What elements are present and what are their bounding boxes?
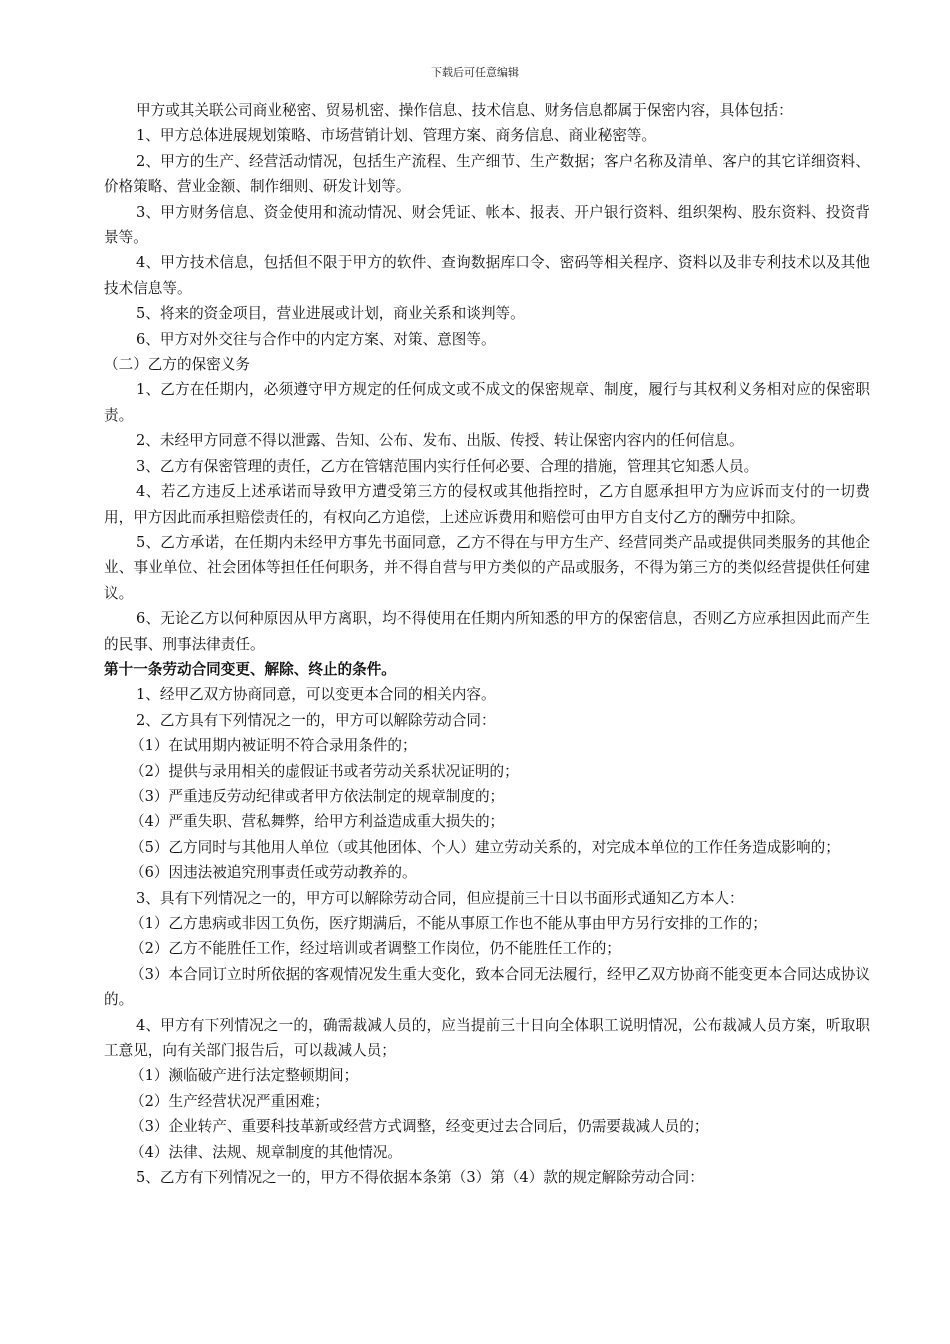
section-title: （二）乙方的保密义务 (104, 356, 250, 374)
list-item: 2、甲方的生产、经营活动情况，包括生产流程、生产细节、生产数据；客户名称及清单、客户的其它详细资料、价格策略、营业金额、制作细则、研发计划等。 (104, 152, 870, 196)
article-heading: 第十一条劳动合同变更、解除、终止的条件。 (104, 660, 396, 678)
list-item: 5、乙方承诺，在任期内未经甲方事先书面同意，乙方不得在与甲方生产、经营同类产品或提供同类服务的其他企业、事业单位、社会团体等担任任何职务，并不得自营与甲方类似的产品或服务，不得为第三方的类似经营提供任何建议。 (104, 533, 870, 602)
sub-list-item: （3）企业转产、重要科技革新或经营方式调整，经变更过去合同后，仍需要裁减人员的； (130, 1118, 709, 1136)
sub-list-item: （3）本合同订立时所依据的客观情况发生重大变化，致本合同无法履行，经甲乙双方协商不能变更本合同达成协议的。 (104, 965, 870, 1009)
list-item: 3、甲方财务信息、资金使用和流动情况、财会凭证、帐本、报表、开户银行资料、组织架构、股东资料、投资背景等。 (104, 203, 870, 247)
list-item: 4、甲方有下列情况之一的，确需裁减人员的，应当提前三十日向全体职工说明情况，公布裁减人员方案，听取职工意见，向有关部门报告后，可以裁减人员； (104, 1016, 870, 1060)
list-item: 4、甲方技术信息，包括但不限于甲方的软件、查询数据库口令、密码等相关程序、资料以及非专利技术以及其他技术信息等。 (104, 254, 870, 297)
list-item: 2、未经甲方同意不得以泄露、告知、公布、发布、出版、传授、转让保密内容内的任何信息。 (136, 432, 744, 450)
sub-list-item: （4）法律、法规、规章制度的其他情况。 (130, 1143, 402, 1161)
list-item: 3、具有下列情况之一的，甲方可以解除劳动合同，但应提前三十日以书面形式通知乙方本人： (136, 889, 744, 907)
sub-list-item: （2）生产经营状况严重困难； (130, 1092, 330, 1110)
page-header-note: 下载后可任意编辑 (431, 66, 519, 79)
paragraph: 甲方或其关联公司商业秘密、贸易机密、操作信息、技术信息、财务信息都属于保密内容，具体包括： (136, 102, 793, 119)
list-item: 1、甲方总体进展规划策略、市场营销计划、管理方案、商务信息、商业秘密等。 (136, 127, 657, 145)
sub-list-item: （2）提供与录用相关的虚假证书或者劳动关系状况证明的； (130, 762, 519, 780)
list-item: 1、乙方在任期内，必须遵守甲方规定的任何成文或不成文的保密规章、制度，履行与其权利义务相对应的保密职责。 (104, 381, 870, 424)
sub-list-item: （4）严重失职、营私舞弊，给甲方利益造成重大损失的； (130, 813, 505, 831)
sub-list-item: （5）乙方同时与其他用人单位（或其他团体、个人）建立劳动关系的，对完成本单位的工作任务造成影响的； (130, 838, 840, 856)
document-body (104, 98, 870, 1190)
sub-list-item: （1）濒临破产进行法定整顿期间； (130, 1067, 359, 1085)
list-item: 4、若乙方违反上述承诺而导致甲方遭受第三方的侵权或其他指控时，乙方自愿承担甲方为应诉而支付的一切费用，甲方因此而承担赔偿责任的，有权向乙方追偿，上述应诉费用和赔偿可由甲方自支付乙方的酬劳中扣除。 (104, 483, 870, 526)
list-item: 1、经甲乙双方协商同意，可以变更本合同的相关内容。 (136, 686, 496, 704)
sub-list-item: （3）严重违反劳动纪律或者甲方依法制定的规章制度的； (130, 787, 505, 805)
sub-list-item: （2）乙方不能胜任工作，经过培训或者调整工作岗位，仍不能胜任工作的； (130, 940, 621, 958)
list-item: 2、乙方具有下列情况之一的，甲方可以解除劳动合同： (136, 711, 496, 729)
sub-list-item: （1）在试用期内被证明不符合录用条件的； (130, 737, 417, 755)
list-item: 3、乙方有保密管理的责任，乙方在管辖范围内实行任何必要、合理的措施，管理其它知悉人员。 (136, 457, 759, 475)
list-item: 6、无论乙方以何种原因从甲方离职，均不得使用在任期内所知悉的甲方的保密信息，否则乙方应承担因此而产生的民事、刑事法律责任。 (104, 610, 870, 653)
list-item: 6、甲方对外交往与合作中的内定方案、对策、意图等。 (136, 330, 496, 348)
sub-list-item: （6）因违法被追究刑事责任或劳动教养的。 (130, 864, 417, 882)
list-item: 5、将来的资金项目，营业进展或计划，商业关系和谈判等。 (136, 305, 525, 323)
sub-list-item: （1）乙方患病或非因工负伤，医疗期满后，不能从事原工作也不能从事由甲方另行安排的工作的； (130, 915, 767, 932)
list-item: 5、乙方有下列情况之一的，甲方不得依据本条第（3）第（4）款的规定解除劳动合同： (136, 1169, 704, 1187)
